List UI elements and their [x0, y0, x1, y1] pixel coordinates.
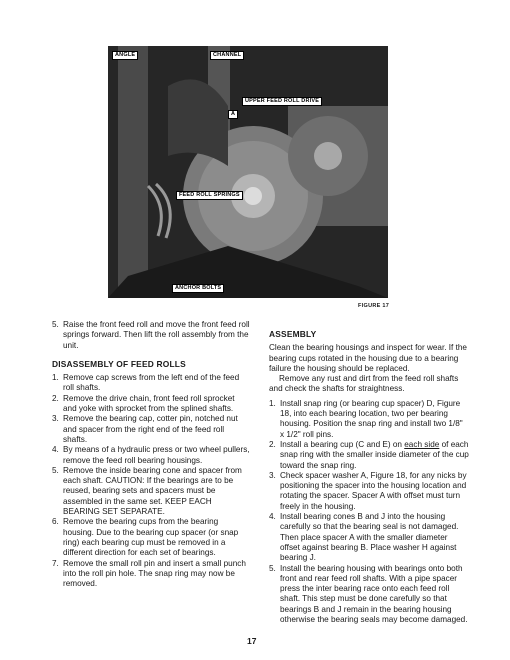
assembly-intro-paragraph: Clean the bearing housings and inspect for wear. If the bearing cups rotated in the housing due to a bearing failure the housing should be replaced. — [269, 343, 467, 373]
assembly-step — [269, 399, 469, 440]
step-text: Remove the inside bearing cone and spacer from each shaft. CAUTION: If the bearings are to be reused, bearing sets and spacers must be assembled in the same set. KEEP EACH BEARING SET SEPARATE. — [63, 465, 242, 517]
disassembly-step — [52, 445, 250, 466]
step-number: 1. — [269, 398, 276, 408]
disassembly-step — [52, 414, 250, 445]
step-text: Install bearing cones B and J into the housing carefully so that the bearing seal is not damaged. Then place spacer A with the smaller diameter offset against bearing B. Place washer H against bearing J. — [280, 512, 459, 563]
removal-step-5 — [52, 320, 250, 351]
step-number: 2. — [52, 393, 59, 403]
callout-angle: ANGLE — [112, 51, 138, 60]
assembly-step — [269, 440, 469, 471]
step-text — [280, 440, 469, 471]
step-text-part: Install a bearing cup (C and E) on — [280, 439, 405, 449]
step-number: 1. — [52, 373, 59, 383]
right-column — [269, 329, 469, 625]
callout-a: A — [228, 110, 238, 119]
callout-anchor-bolts: ANCHOR BOLTS — [172, 284, 224, 293]
step-number: 3. — [269, 470, 276, 480]
page-number: 17 — [247, 636, 257, 646]
callout-feed-roll-springs: FEED ROLL SPRINGS — [176, 191, 243, 200]
disassembly-step — [52, 394, 250, 415]
step-number: 2. — [269, 439, 276, 449]
step-number: 5. — [52, 320, 59, 329]
assembly-heading: ASSEMBLY — [269, 329, 317, 339]
disassembly-step — [52, 466, 250, 517]
step-text: Remove the drive chain, front feed roll sprocket and yoke with sprocket from the splined shafts. — [63, 393, 235, 414]
step-text: Install snap ring (or bearing cup spacer) D, Figure 18, into each bearing location, two per bearing housing. Position the snap ring and install two 1/8" x 1/2" roll pins. — [280, 398, 463, 439]
feed-roll-photo — [108, 46, 388, 298]
step-text: Remove the small roll pin and insert a small punch into the roll pin hole. The snap ring may now be removed. — [63, 558, 246, 589]
disassembly-step — [52, 373, 250, 394]
step-text: Install the bearing housing with bearings onto both front and rear feed roll shafts. With a pipe spacer press the inter bearing race onto each feed roll shaft. This step must be done carefully so that bearings B and J remain in the bearing housing otherwise the bearing seals may become damaged. — [280, 563, 468, 625]
disassembly-step — [52, 559, 250, 590]
step-text: Remove the bearing cap, cotter pin, notched nut and spacer from the right end of the feed roll shafts. — [63, 414, 238, 444]
assembly-rust-paragraph: Remove any rust and dirt from the feed roll shafts and check the shafts for straightness. — [269, 374, 459, 394]
assembly-step — [269, 564, 469, 626]
step-number: 3. — [52, 414, 59, 424]
disassembly-step — [52, 517, 250, 558]
step-text: Check spacer washer A, Figure 18, for any nicks by positioning the spacer into the housing location and rotating the spacer. Spacer A with offset must turn freely in the housing. — [280, 470, 467, 511]
disassembly-heading: DISASSEMBLY OF FEED ROLLS — [52, 358, 186, 369]
callout-channel: CHANNEL — [210, 51, 244, 60]
callout-upper-feed-roll-drive: UPPER FEED ROLL DRIVE — [242, 97, 322, 106]
step-text-part: of each snap ring with the smaller inside diameter of the cup toward the snap ring. — [280, 439, 469, 470]
assembly-step — [269, 512, 469, 563]
step-number: 5. — [269, 563, 276, 573]
step-number: 7. — [52, 558, 59, 568]
step-number: 4. — [269, 512, 276, 522]
step-text: Remove the bearing cups from the bearing housing. Due to the bearing cup spacer (or snap ring) each bearing cup must be removed in a different direction for each set of bearings. — [63, 517, 239, 558]
step-number: 6. — [52, 517, 59, 527]
left-column — [52, 320, 250, 589]
step-text: Raise the front feed roll and move the front feed roll springs forward. Then lift the roll assembly from the unit. — [63, 320, 250, 350]
assembly-step — [269, 471, 469, 512]
machinery-illustration — [108, 46, 388, 298]
step-number: 4. — [52, 445, 59, 455]
figure-caption: FIGURE 17 — [358, 303, 390, 309]
step-text: Remove cap screws from the left end of the feed roll shafts. — [63, 373, 240, 393]
underlined-phrase: each side — [404, 439, 440, 449]
step-text: By means of a hydraulic press or two wheel pullers, remove the feed roll bearing housings. — [63, 445, 250, 465]
step-number: 5. — [52, 465, 59, 475]
